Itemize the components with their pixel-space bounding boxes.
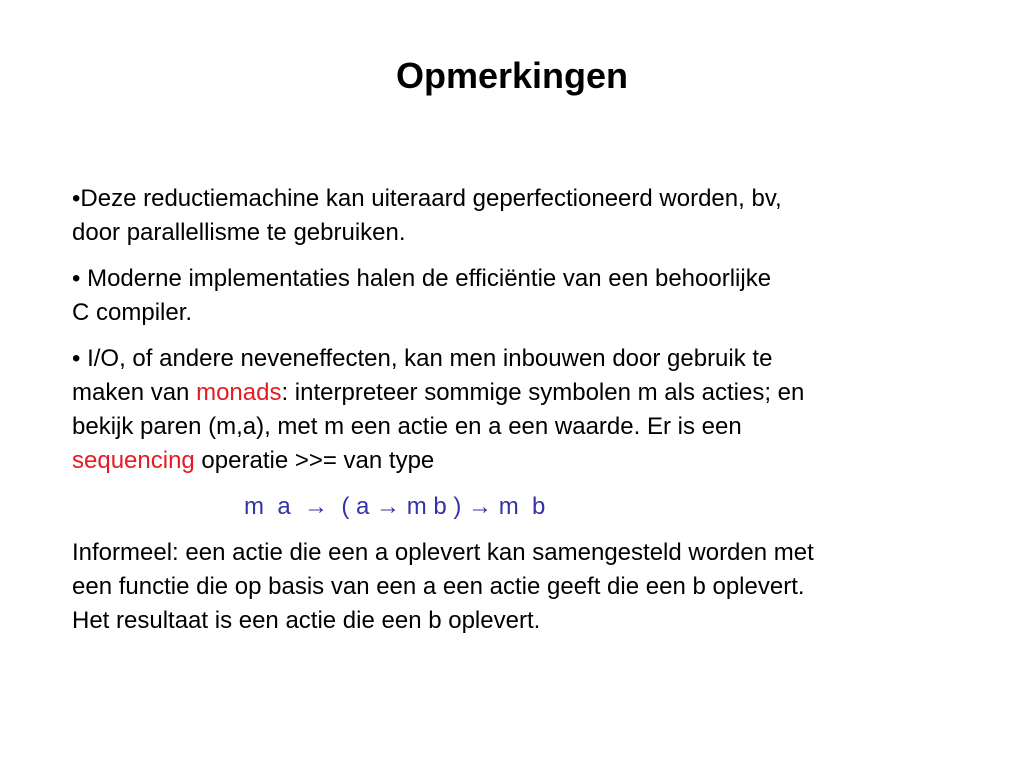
bullet-implementaties-line-2: C compiler.	[72, 299, 193, 326]
informeel-paragraph	[72, 536, 962, 638]
bullet-io-line-4-post: operatie >>= van type	[194, 447, 435, 474]
bullet-io-line-2-pre: maken van	[72, 379, 197, 406]
bullet-io-line-3: bekijk paren (m,a), met m een actie en a een waarde. Er is een	[72, 413, 742, 440]
bullet-reductiemachine	[72, 182, 962, 250]
slide-body	[72, 182, 962, 650]
informeel-line-2: een functie die op basis van een a een actie geeft die een b oplevert.	[72, 573, 805, 600]
bullet-io-monads	[72, 342, 962, 478]
slide-title: Opmerkingen	[395, 55, 629, 96]
informeel-line-1: Informeel: een actie die een a oplevert kan samengesteld worden met	[72, 539, 814, 566]
bullet-reductiemachine-line-2: door parallellisme te gebruiken.	[72, 219, 406, 246]
informeel-line-3: Het resultaat is een actie die een b oplevert.	[72, 607, 541, 634]
bind-type-formula: m a → ( a → m b ) → m b	[244, 493, 546, 520]
bullet-implementaties	[72, 262, 962, 330]
bullet-io-line-1: • I/O, of andere neveneffecten, kan men inbouwen door gebruik te	[72, 345, 773, 372]
bullet-io-line-2-post: : interpreteer sommige symbolen m als acties; en	[281, 379, 805, 406]
bullet-implementaties-line-1: • Moderne implementaties halen de efficiëntie van een behoorlijke	[72, 265, 772, 292]
bullet-reductiemachine-line-1: •Deze reductiemachine kan uiteraard geperfectioneerd worden, bv,	[72, 185, 782, 212]
monads-term: monads	[196, 379, 282, 406]
sequencing-term: sequencing	[72, 447, 195, 474]
